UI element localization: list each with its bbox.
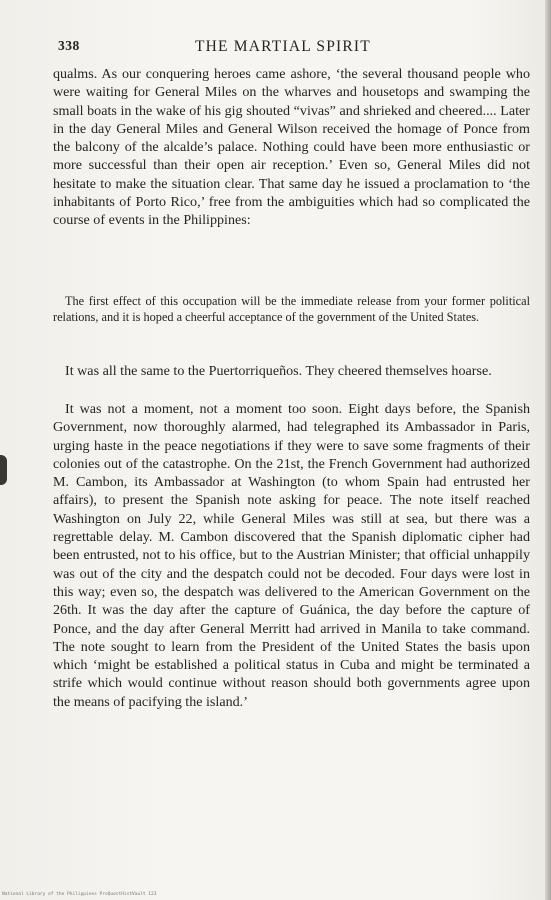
paragraph-3: It was not a moment, not a moment too soon. Eight days before, the Spanish Government, now thoroughly alarmed, had telegraphed its Ambassador in Paris, urging haste in the peace negotiations if they were to save some fragments of their colonies out of the catastrophe. On the 21st, the French Government had authorized M. Cambon, its Ambassador at Washington (to whom Spain had entrusted her affairs), to present the Spanish note asking for peace. The note itself reached Washington on July 22, while General Miles was still at sea, but there was a regrettable delay. M. Cambon discovered that the Spanish diplomatic cipher had been entrusted, not to his office, but to the Austrian Minister; that official unhappily was out of the city and the despatch could not be decoded. Four days were lost in this way; even so, the despatch was delivered to the American Government on the 26th. It was the day after the capture of Guánica, the day before the capture of Ponce, and the day after General Merritt had arrived in Manila to take command. The note sought to learn from the President of the United States the basis upon which ‘might be established a political status in Cuba and might be terminated a strife which would continue without reason should both governments agree upon the means of pacifying the island.’ bbox=[53, 401, 530, 710]
scan-footer: National Library of the Philippines ProQuestHistVault 123 bbox=[2, 892, 157, 897]
page-number: 338 bbox=[58, 38, 80, 53]
page-edge-shadow bbox=[545, 0, 551, 900]
page-header bbox=[58, 38, 523, 58]
block-quote: The first effect of this occupation will be the immediate release from your former political relations, and it is hoped a cheerful acceptance of the government of the United States. bbox=[53, 294, 530, 325]
paragraph-2: It was all the same to the Puertorriqueños. They cheered themselves hoarse. bbox=[65, 363, 492, 379]
paragraph-1: qualms. As our conquering heroes came ashore, ‘the several thousand people who were waiting for General Miles on the wharves and housetops and swamping the small boats in the wake of his gig shouted “vivas” and shrieked and cheered.... Later in the day General Miles and General Wilson received the homage of Ponce from the balcony of the alcalde’s palace. Nothing could have been more enthusiastic or more successful than their open air reception.’ Even so, General Miles did not hesitate to make the situation clear. That same day he issued a proclamation to ‘the inhabitants of Porto Rico,’ free from the ambiguities which had so complicated the course of events in the Philippines: bbox=[53, 66, 530, 229]
binding-mark bbox=[0, 455, 7, 485]
running-title: THE MARTIAL SPIRIT bbox=[195, 38, 371, 55]
